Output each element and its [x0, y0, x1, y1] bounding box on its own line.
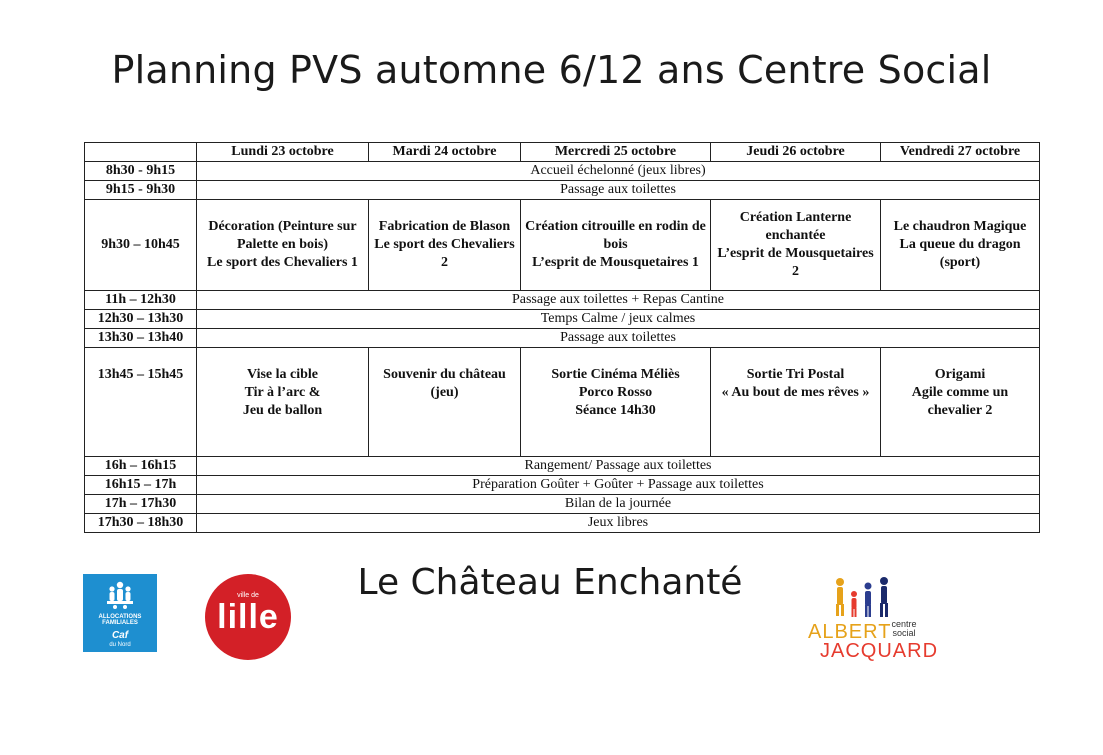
- activity-cell: Sortie Tri Postal « Au bout de mes rêves »: [711, 348, 881, 457]
- merged-activity: Accueil échelonné (jeux libres): [197, 162, 1040, 181]
- lille-name: lille: [217, 598, 279, 636]
- activity-cell: Décoration (Peinture sur Palette en bois) Le sport des Chevaliers 1: [197, 200, 369, 291]
- table-row: [85, 476, 1040, 495]
- time-slot: 17h – 17h30: [85, 495, 197, 514]
- table-row: [85, 329, 1040, 348]
- table-row: [85, 162, 1040, 181]
- day-header: Mercredi 25 octobre: [521, 143, 711, 162]
- merged-activity: Préparation Goûter + Goûter + Passage aux toilettes: [197, 476, 1040, 495]
- caf-logo: [83, 574, 157, 652]
- caf-region: du Nord: [109, 642, 131, 648]
- header-row: [85, 143, 1040, 162]
- table-row: [85, 495, 1040, 514]
- day-header: Lundi 23 octobre: [197, 143, 369, 162]
- table-row: [85, 200, 1040, 291]
- activity-cell: Fabrication de Blason Le sport des Chevaliers 2: [369, 200, 521, 291]
- albert-text: ALBERT: [808, 621, 892, 643]
- activity-cell: Création citrouille en rodin de bois L’esprit de Mousquetaires 1: [521, 200, 711, 291]
- jacquard-text: JACQUARD: [820, 640, 939, 662]
- merged-activity: Passage aux toilettes: [197, 329, 1040, 348]
- lille-prefix: ville de: [237, 592, 259, 599]
- day-header: Vendredi 27 octobre: [881, 143, 1040, 162]
- time-slot: 13h45 – 15h45: [85, 348, 197, 457]
- family-icon: [105, 580, 135, 610]
- lille-logo: [205, 574, 291, 660]
- activity-cell: Souvenir du château (jeu): [369, 348, 521, 457]
- merged-activity: Jeux libres: [197, 514, 1040, 533]
- table-row: [85, 291, 1040, 310]
- day-header: Jeudi 26 octobre: [711, 143, 881, 162]
- schedule-table: [84, 142, 1040, 533]
- people-group-icon: [830, 576, 900, 620]
- table-row: [85, 514, 1040, 533]
- merged-activity: Passage aux toilettes + Repas Cantine: [197, 291, 1040, 310]
- merged-activity: Passage aux toilettes: [197, 181, 1040, 200]
- event-title: Le Château Enchanté: [357, 562, 743, 603]
- activity-cell: Vise la cible Tir à l’arc & Jeu de ballon: [197, 348, 369, 457]
- page-title: Planning PVS automne 6/12 ans Centre Social: [111, 48, 992, 92]
- albert-jacquard-logo: [808, 576, 939, 666]
- merged-activity: Bilan de la journée: [197, 495, 1040, 514]
- time-slot: 11h – 12h30: [85, 291, 197, 310]
- activity-cell: Le chaudron Magique La queue du dragon (sport): [881, 200, 1040, 291]
- corner-cell: [85, 143, 197, 162]
- table-row: [85, 181, 1040, 200]
- time-slot: 8h30 - 9h15: [85, 162, 197, 181]
- time-slot: 9h30 – 10h45: [85, 200, 197, 291]
- time-slot: 17h30 – 18h30: [85, 514, 197, 533]
- time-slot: 13h30 – 13h40: [85, 329, 197, 348]
- day-header: Mardi 24 octobre: [369, 143, 521, 162]
- time-slot: 12h30 – 13h30: [85, 310, 197, 329]
- table-row: [85, 310, 1040, 329]
- table-row: [85, 348, 1040, 457]
- activity-cell: Création Lanterne enchantée L’esprit de Mousquetaires 2: [711, 200, 881, 291]
- caf-tagline: ALLOCATIONS FAMILIALES: [98, 614, 142, 626]
- activity-cell: Origami Agile comme un chevalier 2: [881, 348, 1040, 457]
- activity-cell: Sortie Cinéma Méliès Porco Rosso Séance 14h30: [521, 348, 711, 457]
- table-row: [85, 457, 1040, 476]
- centre-social-text: centre social: [891, 619, 917, 638]
- caf-name: Caf: [111, 630, 129, 641]
- merged-activity: Rangement/ Passage aux toilettes: [197, 457, 1040, 476]
- time-slot: 16h – 16h15: [85, 457, 197, 476]
- time-slot: 16h15 – 17h: [85, 476, 197, 495]
- merged-activity: Temps Calme / jeux calmes: [197, 310, 1040, 329]
- time-slot: 9h15 - 9h30: [85, 181, 197, 200]
